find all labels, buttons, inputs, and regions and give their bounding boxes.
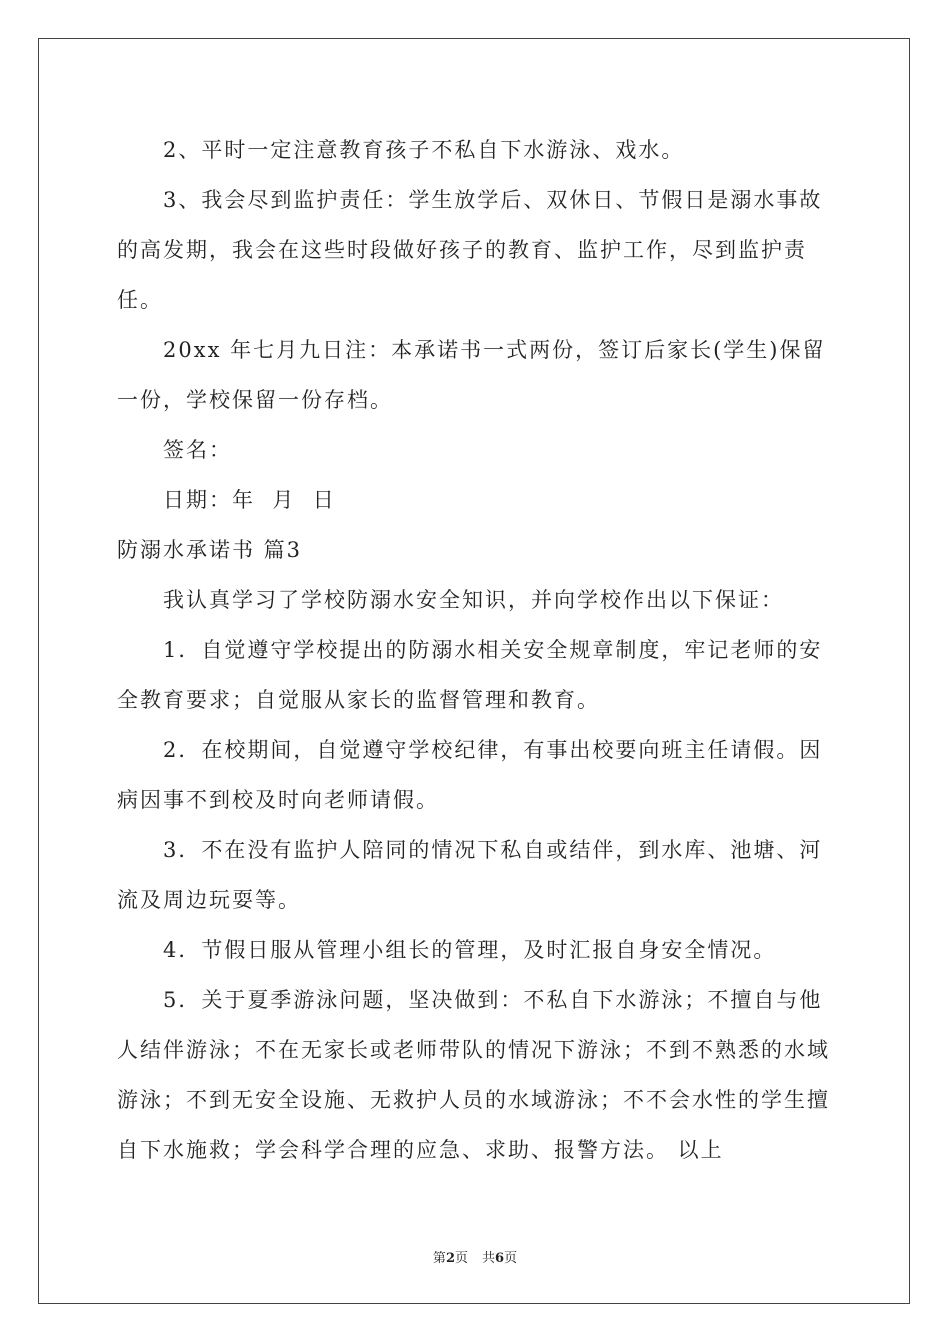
document-body xyxy=(117,125,833,1175)
paragraph: 1．自觉遵守学校提出的防溺水相关安全规章制度，牢记老师的安全教育要求；自觉服从家长的监督管理和教育。 xyxy=(117,638,823,712)
paragraph: 4．节假日服从管理小组长的管理，及时汇报自身安全情况。 xyxy=(163,938,777,962)
paragraph: 我认真学习了学校防溺水安全知识，并向学校作出以下保证： xyxy=(163,588,784,612)
paragraph: 20xx 年七月九日注：本承诺书一式两份，签订后家长(学生)保留一份，学校保留一份存档。 xyxy=(117,338,826,412)
signature-label: 签名： xyxy=(163,438,232,462)
page-suffix: 页 xyxy=(454,1251,468,1266)
total-prefix: 共 xyxy=(482,1251,496,1266)
section-title: 防溺水承诺书 篇3 xyxy=(117,538,303,562)
paragraph: 3．不在没有监护人陪同的情况下私自或结伴，到水库、池塘、河流及周边玩耍等。 xyxy=(117,838,823,912)
total-pages: 6 xyxy=(495,1251,505,1266)
total-suffix: 页 xyxy=(504,1251,518,1266)
paragraph: 2．在校期间，自觉遵守学校纪律，有事出校要向班主任请假。因病因事不到校及时向老师请假。 xyxy=(117,738,823,812)
page-footer xyxy=(0,1247,950,1266)
paragraph: 3、我会尽到监护责任：学生放学后、双休日、节假日是溺水事故的高发期，我会在这些时段做好孩子的教育、监护工作，尽到监护责任。 xyxy=(117,188,823,312)
date-label: 日期：年 月 日 xyxy=(163,488,336,512)
paragraph: 2、平时一定注意教育孩子不私自下水游泳、戏水。 xyxy=(163,138,685,162)
page-number: 2 xyxy=(445,1251,455,1266)
page-prefix: 第 xyxy=(432,1251,446,1266)
paragraph: 5．关于夏季游泳问题，坚决做到：不私自下水游泳；不擅自与他人结伴游泳；不在无家长或老师带队的情况下游泳；不到不熟悉的水域游泳；不到无安全设施、无救护人员的水域游泳；不不会水性的学生擅自下水施救；学会科学合理的应急、求助、报警方法。 以上 xyxy=(117,988,830,1162)
